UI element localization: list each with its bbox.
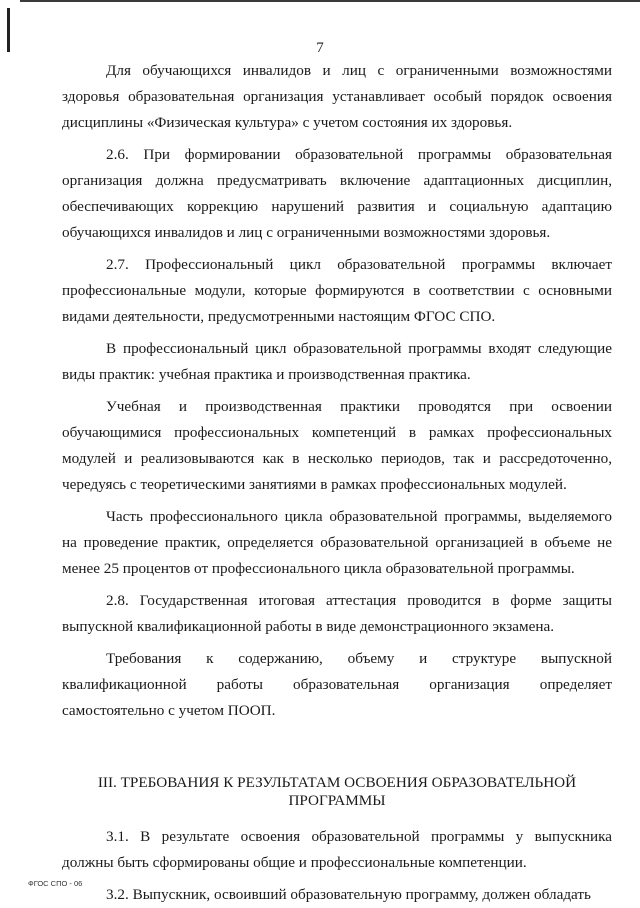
page-footer: ФГОС СПО - 06 <box>28 879 83 888</box>
scan-edge-line <box>20 0 640 2</box>
document-body <box>62 58 612 908</box>
paragraph-practice-types: В профессиональный цикл образовательной программы входят следующие виды практик: учебная практика и производственная практика. <box>62 340 612 383</box>
paragraph-final-work-requirements: Требования к содержанию, объему и структуре выпускной квалификационной работы образовательная организация определяет самостоятельно с учетом ПООП. <box>62 650 612 719</box>
paragraph-3-2: 3.2. Выпускник, освоивший образовательную программу, должен обладать <box>106 886 591 903</box>
page-number: 7 <box>316 40 324 56</box>
paragraph-2-8: 2.8. Государственная итоговая аттестация проводится в форме защиты выпускной квалификационной работы в виде демонстрационного экзамена. <box>62 592 612 635</box>
section-heading-line-2: ПРОГРАММЫ <box>288 792 386 809</box>
paragraph-practice-conduct: Учебная и производственная практики проводятся при освоении обучающимися профессиональных компетенций в рамках профессиональных модулей и реализовываются как в несколько периодов, так и рассредоточенно, чередуясь с теоретическими занятиями в рамках профессиональных модулей. <box>62 398 612 493</box>
paragraph-disability-phys-ed: Для обучающихся инвалидов и лиц с ограниченными возможностями здоровья образовательная организация устанавливает особый порядок освоения дисциплины «Физическая культура» с учетом состояния их здоровья. <box>62 62 612 131</box>
section-heading-line-1: III. ТРЕБОВАНИЯ К РЕЗУЛЬТАТАМ ОСВОЕНИЯ ОБРАЗОВАТЕЛЬНОЙ <box>97 774 577 791</box>
paragraph-2-6: 2.6. При формировании образовательной программы образовательная организация должна предусматривать включение адаптационных дисциплин, обеспечивающих коррекцию нарушений развития и социальную адаптацию обучающихся инвалидов и лиц с ограниченными возможностями здоровья. <box>62 146 612 241</box>
paragraph-2-7: 2.7. Профессиональный цикл образовательной программы включает профессиональные модули, которые формируются в соответствии с основными видами деятельности, предусмотренными настоящим ФГОС СПО. <box>62 256 612 325</box>
section-heading <box>62 774 612 810</box>
paragraph-practice-share: Часть профессионального цикла образовательной программы, выделяемого на проведение практик, определяется образовательной организацией в объеме не менее 25 процентов от профессионального цикла образовательной программы. <box>62 508 612 577</box>
paragraph-3-1: 3.1. В результате освоения образовательной программы у выпускника должны быть сформированы общие и профессиональные компетенции. <box>62 828 612 871</box>
